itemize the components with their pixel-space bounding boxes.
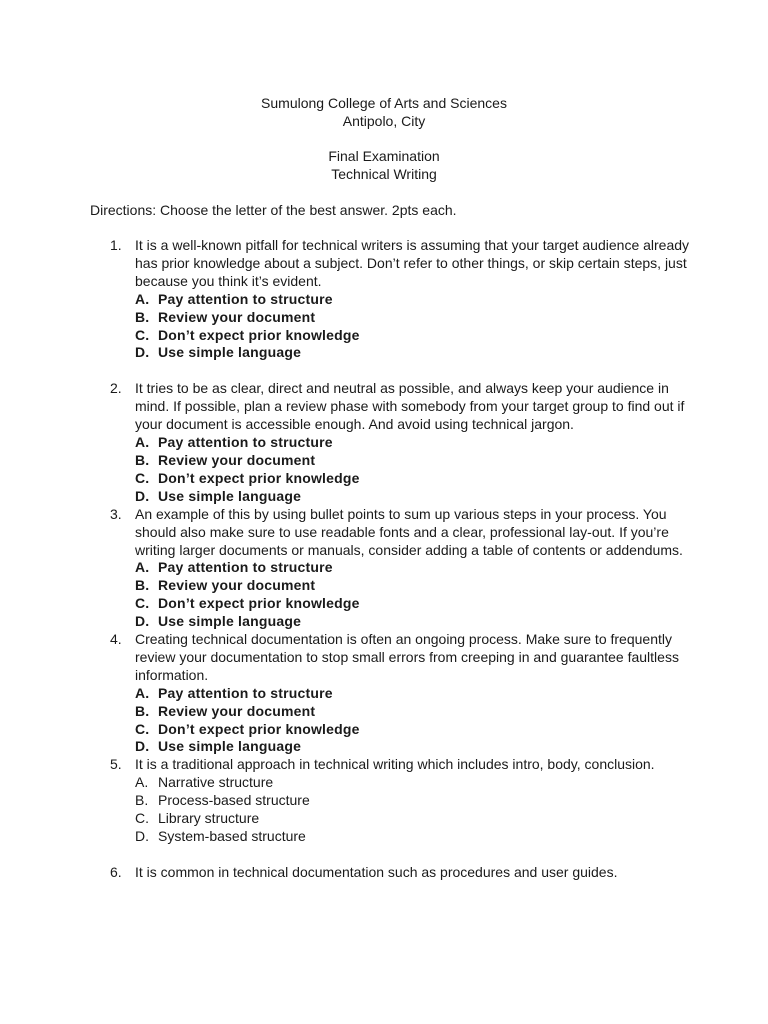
option-b [135, 703, 690, 721]
question-text: It tries to be as clear, direct and neutral as possible, and always keep your audience in mind. If possible, plan a review phase with somebody from your target group to find out if your document is accessible enough. And avoid using technical jargon. [135, 380, 685, 433]
question-number: 4. [110, 631, 122, 648]
question-number: 3. [110, 505, 122, 522]
option-list [135, 774, 690, 846]
option-letter: C. [135, 469, 150, 486]
option-d [135, 488, 690, 506]
question-3 [90, 506, 690, 631]
option-letter: A. [135, 434, 150, 451]
option-letter: B. [135, 577, 150, 594]
option-c [135, 470, 690, 488]
option-text: Review your document [158, 308, 316, 325]
option-text: Don’t expect prior knowledge [158, 720, 360, 737]
directions: Directions: Choose the letter of the best answer. 2pts each. [90, 202, 457, 218]
question-number: 6. [110, 863, 122, 880]
option-letter: C. [135, 326, 150, 343]
question-text: It is a traditional approach in technical writing which includes intro, body, conclusion. [135, 756, 655, 773]
question-text: Creating technical documentation is often an ongoing process. Make sure to frequently review your documentation to stop small errors from creeping in and guarantee faultless information. [135, 631, 679, 683]
option-d [135, 828, 690, 846]
option-letter: B. [135, 792, 149, 809]
option-list [135, 434, 690, 506]
question-1 [90, 237, 690, 362]
question-5 [90, 756, 690, 846]
option-letter: D. [135, 487, 150, 504]
option-text: Process-based structure [158, 792, 310, 809]
option-letter: D. [135, 613, 150, 630]
option-text: Review your document [158, 577, 316, 594]
option-d [135, 344, 690, 362]
option-letter: D. [135, 344, 150, 361]
option-letter: A. [135, 684, 150, 701]
option-text: Don’t expect prior knowledge [158, 326, 360, 343]
spacer [90, 846, 690, 864]
option-d [135, 738, 690, 756]
option-c [135, 810, 690, 828]
option-b [135, 309, 690, 327]
question-text: It is common in technical documentation such as procedures and user guides. [135, 863, 618, 880]
option-b [135, 577, 690, 595]
question-2 [90, 380, 690, 505]
option-letter: D. [135, 738, 150, 755]
option-text: Library structure [158, 810, 260, 827]
option-letter: B. [135, 702, 150, 719]
question-text: An example of this by using bullet points to sum up various steps in your process. You should also make sure to use readable fonts and a clear, professional lay-out. If you’re writing larger documents or manuals, consider adding a table of contents or addendums. [135, 505, 683, 558]
option-letter: C. [135, 720, 150, 737]
college-location: Antipolo, City [342, 113, 426, 129]
option-list [135, 559, 690, 631]
option-a [135, 685, 690, 703]
option-letter: A. [135, 290, 150, 307]
option-a [135, 291, 690, 309]
question-4 [90, 631, 690, 756]
option-b [135, 792, 690, 810]
option-c [135, 327, 690, 345]
option-text: System-based structure [158, 828, 306, 844]
option-list [135, 685, 690, 757]
question-6 [90, 864, 690, 882]
option-d [135, 613, 690, 631]
option-text: Pay attention to structure [158, 434, 333, 451]
question-list [90, 237, 690, 882]
question-number: 2. [110, 380, 122, 397]
option-a [135, 774, 690, 792]
option-letter: C. [135, 810, 149, 827]
option-letter: C. [135, 595, 150, 612]
option-letter: B. [135, 308, 150, 325]
exam-subject: Technical Writing [331, 166, 437, 182]
option-a [135, 559, 690, 577]
option-text: Use simple language [158, 487, 302, 504]
option-text: Pay attention to structure [158, 559, 333, 576]
option-letter: A. [135, 559, 150, 576]
option-letter: B. [135, 451, 150, 468]
option-text: Use simple language [158, 613, 302, 630]
option-c [135, 721, 690, 739]
option-a [135, 434, 690, 452]
option-text: Narrative structure [158, 774, 274, 791]
option-text: Pay attention to structure [158, 684, 333, 701]
option-text: Use simple language [158, 738, 302, 755]
question-number: 1. [110, 237, 122, 253]
college-name: Sumulong College of Arts and Sciences [261, 95, 507, 111]
option-letter: D. [135, 828, 149, 844]
exam-title: Final Examination [328, 148, 440, 164]
question-text: It is a well-known pitfall for technical writers is assuming that your target audience already has prior knowledge about a subject. Don’t refer to other things, or skip certain steps, just because you think it’s evident. [135, 237, 690, 289]
option-list [135, 291, 690, 363]
option-letter: A. [135, 774, 149, 791]
option-text: Don’t expect prior knowledge [158, 469, 360, 486]
option-text: Don’t expect prior knowledge [158, 595, 360, 612]
option-b [135, 452, 690, 470]
spacer [90, 362, 690, 380]
question-number: 5. [110, 756, 122, 773]
option-c [135, 595, 690, 613]
option-text: Review your document [158, 702, 316, 719]
option-text: Review your document [158, 451, 316, 468]
option-text: Use simple language [158, 344, 302, 361]
option-text: Pay attention to structure [158, 290, 333, 307]
